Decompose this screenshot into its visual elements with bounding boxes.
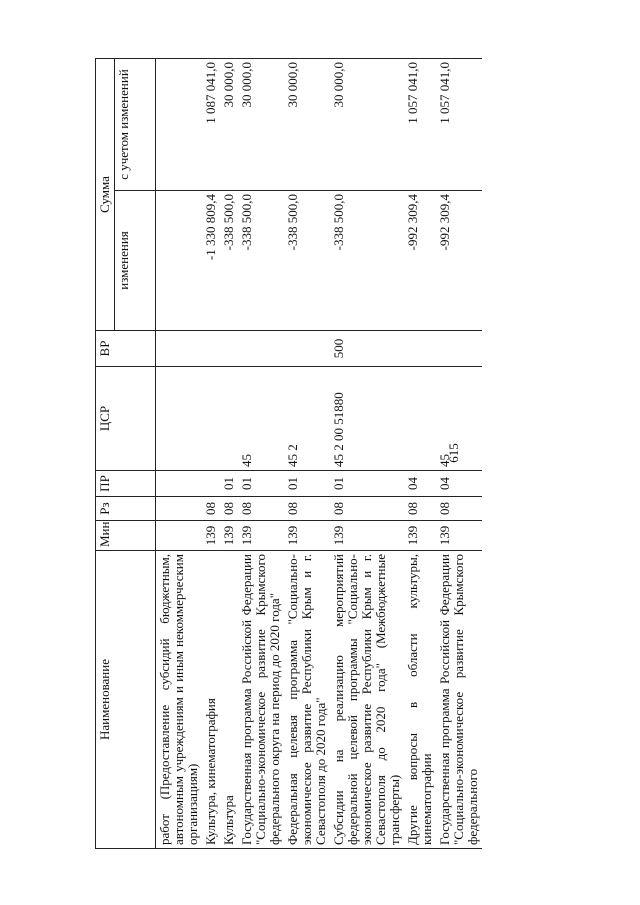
header-change: изменения — [115, 191, 156, 331]
row-change: -338 500,0 — [220, 191, 238, 331]
header-with-change: с учетом изменений — [115, 59, 156, 191]
row-min: 139 — [238, 521, 284, 551]
row-pr: 01 — [220, 471, 238, 497]
row-pr — [202, 471, 220, 497]
row-min: 139 — [220, 521, 238, 551]
row-csr: 45 — [238, 367, 284, 471]
row-csr — [156, 367, 203, 471]
table-row — [238, 59, 284, 849]
table-row — [330, 59, 404, 849]
row-total: 30 000,0 — [330, 59, 404, 191]
row-change: -992 309,4 — [436, 191, 482, 331]
row-rz: 08 — [330, 497, 404, 521]
row-name: Другие вопросы в области культуры, кинематографии — [404, 551, 436, 849]
row-name: Федеральная целевая программа "Социально-экономическое развитие Республики Крым и г. Севастополя до 2020 года" — [284, 551, 330, 849]
row-rz: 08 — [404, 497, 436, 521]
row-name: работ (Предоставление субсидий бюджетным, автономным учреждениям и иным некоммерческим организациям) — [156, 551, 203, 849]
header-csr: ЦСР — [96, 367, 156, 471]
row-change: -338 500,0 — [330, 191, 404, 331]
row-vr: 500 — [330, 331, 404, 367]
header-rz: Рз — [96, 497, 156, 521]
row-pr: 01 — [238, 471, 284, 497]
row-pr — [156, 471, 203, 497]
row-vr — [220, 331, 238, 367]
row-name: Культура, кинематография — [202, 551, 220, 849]
table-row — [220, 59, 238, 849]
row-rz: 08 — [220, 497, 238, 521]
row-name: Государственная программа Российской Федерации "Социально-экономическое развитие Крымского федерального округа на период до 2020 года" — [238, 551, 284, 849]
table-row — [156, 59, 203, 849]
row-vr — [238, 331, 284, 367]
row-name: Государственная программа Российской Федерации "Социально-экономическое развитие Крымского федерального — [436, 551, 482, 849]
row-change: -338 500,0 — [284, 191, 330, 331]
row-rz: 08 — [238, 497, 284, 521]
table-row — [404, 59, 436, 849]
row-min: 139 — [330, 521, 404, 551]
row-csr: 45 — [436, 367, 482, 471]
budget-table — [95, 58, 482, 849]
row-csr — [202, 367, 220, 471]
row-csr — [220, 367, 238, 471]
row-min: 139 — [202, 521, 220, 551]
header-sum: Сумма — [96, 59, 115, 331]
row-rz: 08 — [202, 497, 220, 521]
row-csr: 45 2 — [284, 367, 330, 471]
row-min — [156, 521, 203, 551]
table-row — [284, 59, 330, 849]
row-total: 1 057 041,0 — [436, 59, 482, 191]
row-total: 1 087 041,0 — [202, 59, 220, 191]
page-number: 615 — [446, 443, 461, 463]
row-pr: 01 — [330, 471, 404, 497]
row-change — [156, 191, 203, 331]
row-total — [156, 59, 203, 191]
row-rz: 08 — [284, 497, 330, 521]
row-change: -992 309,4 — [404, 191, 436, 331]
header-vr: ВР — [96, 331, 156, 367]
row-total: 1 057 041,0 — [404, 59, 436, 191]
table-row — [436, 59, 482, 849]
row-change: -1 330 809,4 — [202, 191, 220, 331]
row-name: Культура — [220, 551, 238, 849]
row-total: 30 000,0 — [238, 59, 284, 191]
row-min: 139 — [284, 521, 330, 551]
header-name: Наименование — [96, 551, 156, 849]
row-pr: 01 — [284, 471, 330, 497]
budget-sheet — [95, 59, 588, 849]
row-name: Субсидии на реализацию мероприятий федеральной целевой программы "Социально-экономическое развитие Республики Крым и г. Севастополя до 2020 года" (Межбюджетные трансферты) — [330, 551, 404, 849]
table-row — [202, 59, 220, 849]
row-pr: 04 — [404, 471, 436, 497]
header-pr: ПР — [96, 471, 156, 497]
row-min: 139 — [404, 521, 436, 551]
row-vr — [436, 331, 482, 367]
row-total: 30 000,0 — [220, 59, 238, 191]
row-vr — [156, 331, 203, 367]
row-change: -338 500,0 — [238, 191, 284, 331]
row-rz — [156, 497, 203, 521]
row-total: 30 000,0 — [284, 59, 330, 191]
row-vr — [284, 331, 330, 367]
row-rz: 08 — [436, 497, 482, 521]
row-pr: 04 — [436, 471, 482, 497]
header-min: Мин — [96, 521, 156, 551]
row-csr: 45 2 00 51880 — [330, 367, 404, 471]
row-vr — [202, 331, 220, 367]
row-vr — [404, 331, 436, 367]
row-csr — [404, 367, 436, 471]
row-min: 139 — [436, 521, 482, 551]
